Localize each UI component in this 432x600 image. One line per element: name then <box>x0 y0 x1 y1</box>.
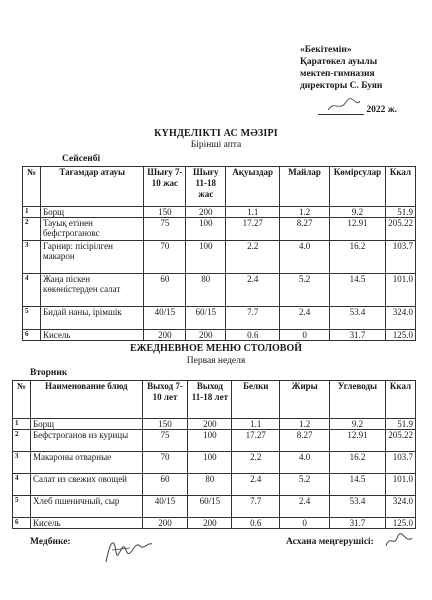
table-header-row <box>23 167 416 207</box>
dish-name: Кисель <box>40 330 144 341</box>
fats: 5.2 <box>280 274 330 307</box>
carbs: 31.7 <box>330 330 386 341</box>
out-7-10: 150 <box>144 207 186 218</box>
out-7-10: 40/15 <box>142 496 188 518</box>
kcal: 51.9 <box>385 419 415 430</box>
proteins: 2.4 <box>232 474 280 496</box>
kcal: 103.7 <box>385 241 415 274</box>
approval-line: мектеп-гимназия <box>300 69 375 79</box>
row-no: 2 <box>13 430 31 452</box>
dish-name: Жаңа піскен көкөністерден салат <box>40 274 144 307</box>
kz-menu-table <box>22 166 416 341</box>
proteins: 7.7 <box>226 307 280 330</box>
carbs: 12.91 <box>330 218 386 241</box>
carbs: 9.2 <box>330 207 386 218</box>
row-no: 4 <box>13 474 31 496</box>
out-11-18: 200 <box>188 419 232 430</box>
col-fats: Майлар <box>280 167 330 207</box>
table-row <box>13 419 416 430</box>
proteins: 2.2 <box>226 241 280 274</box>
proteins: 7.7 <box>232 496 280 518</box>
fats: 2.4 <box>280 307 330 330</box>
row-no: 4 <box>23 274 41 307</box>
row-no: 6 <box>23 330 41 341</box>
col-out-7-10: Выход 7-10 лет <box>142 381 188 419</box>
row-no: 6 <box>13 518 31 529</box>
carbs: 53.4 <box>330 496 386 518</box>
row-no: 5 <box>23 307 41 330</box>
kcal: 101.0 <box>385 474 415 496</box>
col-name: Тағамдар атауы <box>40 167 144 207</box>
approval-line: директоры С. Буян <box>300 81 383 91</box>
out-11-18: 60/15 <box>186 307 226 330</box>
cook-label: Асхана меңгерушісі: <box>286 537 374 547</box>
col-proteins: Белки <box>232 381 280 419</box>
ru-day-label: Вторник <box>30 368 68 378</box>
carbs: 14.5 <box>330 474 386 496</box>
dish-name: Кисель <box>30 518 142 529</box>
proteins: 0.6 <box>232 518 280 529</box>
proteins: 0.6 <box>226 330 280 341</box>
kcal: 324.0 <box>385 307 415 330</box>
kz-menu-title: КҮНДЕЛІКТІ АС МӘЗІРІ <box>154 128 278 139</box>
table-row <box>23 218 416 241</box>
approval-date <box>318 104 397 115</box>
kz-week-label: Бірінші апта <box>190 140 242 150</box>
table-row <box>23 307 416 330</box>
nurse-label: Медбике: <box>30 537 71 547</box>
dish-name: Хлеб пшеничный, сыр <box>30 496 142 518</box>
out-7-10: 75 <box>142 430 188 452</box>
kcal: 205.22 <box>385 430 415 452</box>
nurse-signature <box>100 532 156 568</box>
dish-name: Бефстроганов из курицы <box>30 430 142 452</box>
row-no: 3 <box>13 452 31 474</box>
fats: 8.27 <box>280 218 330 241</box>
date-suffix: 2022 ж. <box>366 105 398 115</box>
table-row <box>13 430 416 452</box>
kcal: 125.0 <box>385 518 415 529</box>
dish-name: Гарнир: пісірілген макарон <box>40 241 144 274</box>
out-7-10: 150 <box>142 419 188 430</box>
date-field <box>318 104 364 115</box>
out-11-18: 100 <box>188 452 232 474</box>
col-no: № <box>13 381 31 419</box>
carbs: 9.2 <box>330 419 386 430</box>
out-11-18: 100 <box>186 218 226 241</box>
out-7-10: 40/15 <box>144 307 186 330</box>
table-row <box>23 241 416 274</box>
col-name: Наименование блюд <box>30 381 142 419</box>
proteins: 2.4 <box>226 274 280 307</box>
carbs: 31.7 <box>330 518 386 529</box>
out-11-18: 100 <box>188 430 232 452</box>
dish-name: Тауық етінен бефстрогановс <box>40 218 144 241</box>
out-7-10: 75 <box>144 218 186 241</box>
fats: 4.0 <box>280 452 330 474</box>
col-no: № <box>23 167 41 207</box>
kz-day-label: Сейсенбі <box>62 154 101 164</box>
kcal: 103.7 <box>385 452 415 474</box>
out-11-18: 200 <box>186 207 226 218</box>
kcal: 101.0 <box>385 274 415 307</box>
out-7-10: 200 <box>142 518 188 529</box>
table-header-row <box>13 381 416 419</box>
out-7-10: 200 <box>144 330 186 341</box>
proteins: 2.2 <box>232 452 280 474</box>
kcal: 324.0 <box>385 496 415 518</box>
kcal: 125.0 <box>385 330 415 341</box>
table-row <box>13 474 416 496</box>
table-row <box>23 207 416 218</box>
signature-mark <box>326 98 362 114</box>
dish-name: Борщ <box>40 207 144 218</box>
fats: 0 <box>280 330 330 341</box>
col-out-11-18: Шығу 11-18 жас <box>186 167 226 207</box>
ru-menu-title: ЕЖЕДНЕВНОЕ МЕНЮ СТОЛОВОЙ <box>129 343 303 354</box>
proteins: 17.27 <box>226 218 280 241</box>
out-7-10: 70 <box>142 452 188 474</box>
fats: 5.2 <box>280 474 330 496</box>
out-11-18: 80 <box>186 274 226 307</box>
out-7-10: 60 <box>144 274 186 307</box>
col-kcal: Ккал <box>385 167 415 207</box>
table-row <box>13 496 416 518</box>
carbs: 14.5 <box>330 274 386 307</box>
fats: 4.0 <box>280 241 330 274</box>
out-11-18: 80 <box>188 474 232 496</box>
table-row <box>23 330 416 341</box>
carbs: 16.2 <box>330 452 386 474</box>
proteins: 1.1 <box>232 419 280 430</box>
approval-line: «Бекітемін» <box>300 45 352 55</box>
row-no: 3 <box>23 241 41 274</box>
ru-menu-table <box>12 380 416 529</box>
col-fats: Жиры <box>280 381 330 419</box>
dish-name: Борщ <box>30 419 142 430</box>
ru-week-label: Первая неделя <box>186 356 246 366</box>
col-carbs: Көмірсулар <box>330 167 386 207</box>
dish-name: Салат из свежих овощей <box>30 474 142 496</box>
fats: 8.27 <box>280 430 330 452</box>
row-no: 2 <box>23 218 41 241</box>
col-out-11-18: Выход 11-18 лет <box>188 381 232 419</box>
proteins: 17.27 <box>232 430 280 452</box>
out-7-10: 60 <box>142 474 188 496</box>
kcal: 205.22 <box>385 218 415 241</box>
row-no: 5 <box>13 496 31 518</box>
out-11-18: 60/15 <box>188 496 232 518</box>
row-no: 1 <box>23 207 41 218</box>
table-row <box>13 452 416 474</box>
approval-block <box>300 44 382 92</box>
col-out-7-10: Шығу 7-10 жас <box>144 167 186 207</box>
carbs: 16.2 <box>330 241 386 274</box>
table-row <box>13 518 416 529</box>
fats: 1.2 <box>280 419 330 430</box>
dish-name: Бидай наны, ірімшік <box>40 307 144 330</box>
row-no: 1 <box>13 419 31 430</box>
col-carbs: Углеводы <box>330 381 386 419</box>
fats: 1.2 <box>280 207 330 218</box>
proteins: 1.1 <box>226 207 280 218</box>
dish-name: Макароны отварные <box>30 452 142 474</box>
col-kcal: Ккал <box>385 381 415 419</box>
kcal: 51.9 <box>385 207 415 218</box>
carbs: 53.4 <box>330 307 386 330</box>
table-row <box>23 274 416 307</box>
fats: 0 <box>280 518 330 529</box>
carbs: 12.91 <box>330 430 386 452</box>
cook-signature <box>384 530 414 550</box>
out-11-18: 200 <box>188 518 232 529</box>
out-11-18: 200 <box>186 330 226 341</box>
fats: 2.4 <box>280 496 330 518</box>
out-7-10: 70 <box>144 241 186 274</box>
out-11-18: 100 <box>186 241 226 274</box>
approval-line: Қаратөкел ауылы <box>300 57 378 67</box>
col-proteins: Ақуыздар <box>226 167 280 207</box>
